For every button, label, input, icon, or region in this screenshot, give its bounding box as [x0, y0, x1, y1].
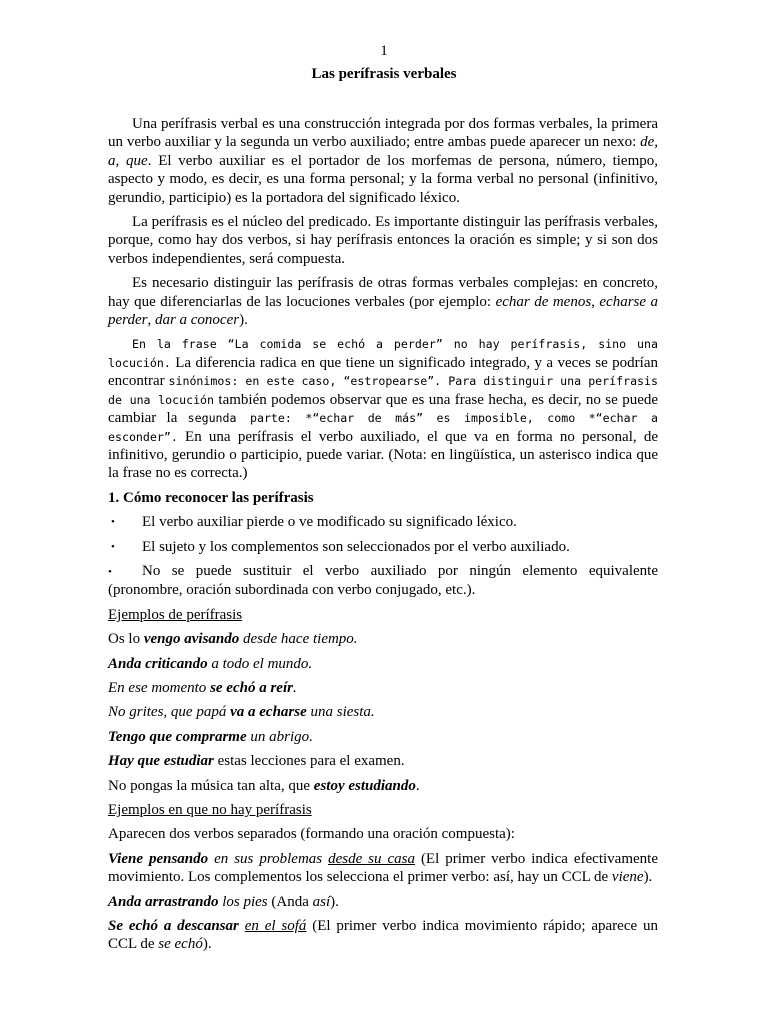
text-run-italic: En ese momento: [108, 679, 211, 696]
list-item-text: El sujeto y los complementos son seleccionados por el verbo auxiliado.: [142, 538, 570, 555]
paragraph-example-locution: [108, 335, 658, 482]
mono-text-run: En la frase “La comida se echó a perder” no hay perífrasis, sino una locución.: [108, 337, 658, 370]
paragraph-definition: [108, 115, 658, 207]
mono-text-run: sinónimos: en este caso, “estropearse”. Para distinguir una perífrasis de una locución: [108, 374, 658, 407]
text-run-italic: un abrigo.: [246, 728, 313, 745]
example-sentence: [108, 630, 658, 648]
periphrasis-bold: estoy estudiando: [313, 777, 416, 794]
page-number: 1: [380, 43, 388, 59]
text-run: estas lecciones para el examen.: [213, 753, 405, 770]
text-run: ,: [147, 312, 155, 329]
non-example-sentence: [108, 917, 658, 954]
mono-text-run: segunda parte: *“echar de más” es imposible, como *“echar a esconder”.: [108, 411, 658, 444]
periphrasis-bold: va a echarse: [230, 704, 307, 721]
non-example-sentence: [108, 850, 658, 887]
non-examples-intro: Aparecen dos verbos separados (formando una oración compuesta):: [108, 826, 515, 843]
text-run: ,: [591, 293, 600, 310]
example-sentence: [108, 679, 658, 697]
list-item: [108, 562, 658, 600]
periphrasis-bold: Tengo que comprarme: [108, 728, 247, 745]
example-sentence: [108, 777, 658, 795]
periphrasis-bold: Hay que estudiar: [108, 753, 214, 770]
text-run: ).: [202, 936, 212, 953]
list-item-text: No se puede sustituir el verbo auxiliado por ningún elemento equivalente (pronombre, oración subordinada con verbo conjugado, etc.).: [108, 562, 658, 599]
text-run: La diferencia radica en que tiene un significado integrado, y a veces se podrían encontrar: [108, 354, 658, 390]
bullet-icon: •: [111, 516, 115, 529]
text-run: Os lo: [108, 631, 144, 648]
periphrasis-bold: Anda criticando: [108, 655, 208, 672]
periphrasis-bold: se echó a reír: [210, 679, 293, 696]
text-run: ).: [643, 869, 653, 886]
text-run: Es necesario distinguir las perífrasis de otras formas verbales complejas: en concreto, hay que diferenciarlas de las locuciones verbales (por ejemplo:: [108, 275, 658, 310]
text-run: (Anda: [267, 893, 313, 910]
text-run: ).: [239, 312, 248, 329]
text-run-italic: desde hace tiempo.: [239, 631, 358, 648]
examples-heading: Ejemplos de perífrasis: [108, 606, 243, 623]
document-body: [108, 115, 658, 960]
list-item: [108, 513, 658, 531]
text-run-italic: una siesta.: [306, 704, 375, 721]
verb-bold: Anda arrastrando: [108, 893, 219, 910]
text-run-italic: en sus problemas: [208, 850, 329, 867]
nexos-italic: de, a, que: [108, 134, 658, 169]
example-sentence: [108, 655, 658, 673]
text-run-italic: los pies: [218, 893, 268, 910]
example-sentence: [108, 728, 658, 746]
text-run-italic: .: [292, 679, 297, 696]
text-run: . El verbo auxiliar es el portador de los morfemas de persona, número, tiempo, aspecto y modo, es decir, es una forma personal; y la forma verbal no personal (infinitivo, gerundio, participio) es la portadora del significado léxico.: [108, 152, 658, 206]
ccl-underlined: desde su casa: [328, 850, 415, 867]
example-sentence: [108, 703, 658, 721]
text-run-italic: se echó: [158, 936, 203, 953]
paragraph-locutions: [108, 274, 658, 329]
list-item-text: El verbo auxiliar pierde o ve modificado su significado léxico.: [142, 514, 517, 531]
text-run: también podemos observar que es una frase hecha, es decir, no se puede cambiar la: [108, 391, 659, 427]
locution-example: echarse a perder: [108, 293, 659, 329]
list-item: [108, 538, 658, 556]
verb-bold: Se echó a descansar: [108, 918, 239, 935]
example-sentence: [108, 752, 658, 770]
bullet-icon: •: [108, 565, 112, 578]
verb-bold: Viene pensando: [108, 850, 209, 867]
ccl-underlined: en el sofá: [244, 918, 307, 935]
page-title: Las perífrasis verbales: [311, 66, 457, 82]
locution-example: dar a conocer: [154, 312, 240, 329]
text-run-italic: a todo el mundo.: [207, 655, 313, 672]
text-run: (El primer verbo indica movimiento rápido; aparece un CCL de: [108, 918, 658, 953]
text-run: No pongas la música tan alta, que: [108, 777, 314, 794]
text-run: (El primer verbo indica efectivamente movimiento. Los complementos los selecciona el primer verbo: así, hay un CCL de: [108, 850, 658, 886]
section-heading: 1. Cómo reconocer las perífrasis: [108, 489, 314, 506]
text-run-italic: viene: [611, 869, 644, 886]
text-run-italic: No grites, que papá: [108, 704, 231, 721]
text-run: En una perífrasis el verbo auxiliado, el que va en forma no personal, de infinitivo, gerundio o participio, puede variar. (Nota: en lingüística, un asterisco indica que la frase no es correcta.): [108, 428, 658, 482]
paragraph-nucleus: La perífrasis es el núcleo del predicado. Es importante distinguir las perífrasis verbales, porque, como hay dos verbos, si hay perífrasis entonces la oración es simple; y si son dos verbos independientes, será compuesta.: [108, 214, 658, 267]
non-examples-heading: Ejemplos en que no hay perífrasis: [108, 802, 312, 818]
text-run: ).: [330, 893, 339, 910]
text-run-italic: así: [312, 893, 331, 910]
text-run: .: [415, 777, 420, 794]
bullet-icon: •: [111, 540, 115, 553]
locution-example: echar de menos: [495, 293, 592, 310]
text-run: Una perífrasis verbal es una construcción integrada por dos formas verbales, la primera un verbo auxiliar y la segunda un verbo auxiliado; entre ambas puede aparecer un nexo:: [108, 116, 658, 151]
periphrasis-bold: vengo avisando: [143, 631, 240, 648]
non-example-sentence: [108, 893, 658, 911]
